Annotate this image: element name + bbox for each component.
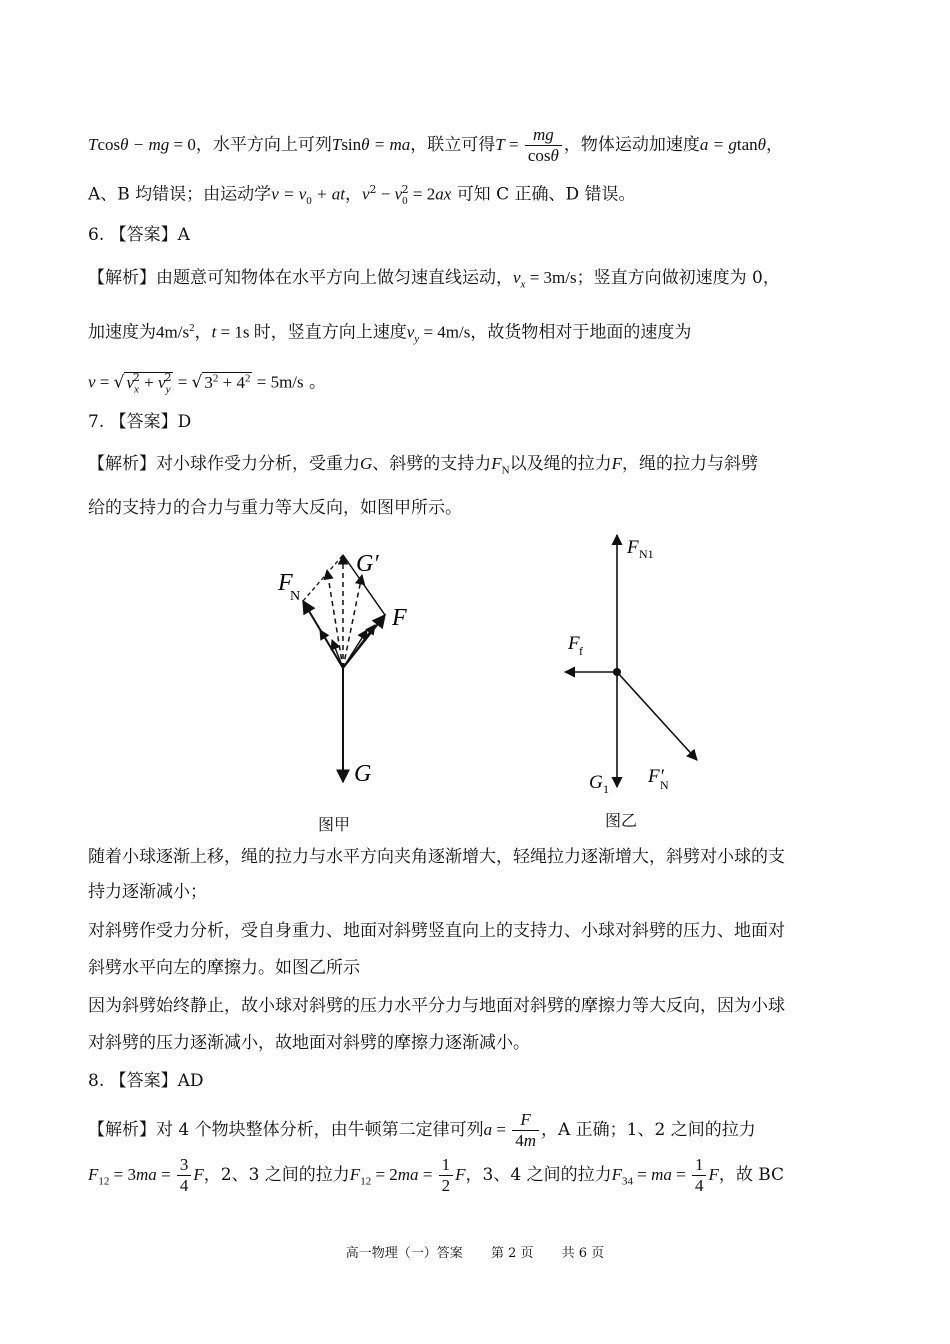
svg-text:G: G [354,761,372,787]
svg-text:F: F [568,633,580,654]
answer-8: 8. 【答案】AD [88,1071,204,1091]
svg-text:F: F [392,605,407,631]
paragraph-line-6: 斜劈水平向左的摩擦力。如图乙所示 [88,958,360,978]
page-footer [0,1242,950,1261]
q7-analysis-2: 给的支持力的合力与重力等大反向，如图甲所示。 [88,498,462,518]
answer-7: 7. 【答案】D [88,412,192,432]
paragraph-line-8: 对斜劈的压力逐渐减小，故地面对斜劈的摩擦力逐渐减小。 [88,1033,530,1053]
svg-text:G: G [589,772,603,793]
svg-text:N1: N1 [639,547,654,561]
svg-text:1: 1 [603,782,609,795]
q7-analysis-1: 【解析】对小球作受力分析，受重力G、斜劈的支持力$F_N$以及绳的拉力F，绳的拉力与斜劈 [88,454,759,477]
paragraph-line-4: 持力逐渐减小； [88,882,207,902]
svg-text:N: N [660,778,669,792]
center-point [613,668,621,676]
svg-text:F: F [627,537,639,558]
pressure-arrow [617,672,697,760]
q6-analysis-2: 加速度为$4m/s^2$，t = 1s 时，竖直方向上速度$v_y = 4m/s$，故货物相对于地面的速度为 [88,322,692,346]
q8-analysis-2: $F_{12} = 3ma$ = $\frac{3}{4}$ F，2、3 之间的拉力$F_{12} = 2ma$ = $\frac{1}{2}$ F，3、4 之间的拉力$F_{34}$ = ma = $\frac{1}{4}$ F，故 BC [88,1155,785,1195]
text-line-2: A、B 均错误；由运动学$v = v_0$ + at，$v^2 - v_0^2 = 2ax$ 可知 C 正确、D 错误。 [88,183,636,208]
q6-result: v = √ $v_x^2 + v_y^2$ = √ $3^2 + 4^2 = 5m/s$ 。 [88,371,327,396]
q8-analysis-1: 【解析】对 4 个物块整体分析，由牛顿第二定律可列a = $\frac{F}{4m}$ ，A 正确；1、2 之间的拉力 [88,1110,756,1150]
footer-page: 第 2 页 [490,1246,534,1261]
caption-fig-a: 图甲 [318,815,351,834]
svg-text:F′: F′ [648,766,664,787]
q6-analysis-1: 【解析】由题意可知物体在水平方向上做匀速直线运动，$v_x = 3m/s$；竖直方向做初速度为 0， [88,268,780,291]
force-diagram-b [555,525,735,795]
caption-fig-b: 图乙 [605,811,638,830]
footer-total: 共 6 页 [561,1246,605,1261]
svg-text:f: f [579,644,583,658]
equation-line-1: Tcosθ − mg = 0，水平方向上可列Tsinθ = ma，联立可得T = $\frac{mg}{\cos\theta}$ ，物体运动加速度a = gtanθ， [88,125,783,165]
svg-text:N: N [290,589,301,604]
svg-text:G′: G′ [356,551,379,577]
paragraph-line-5: 对斜劈作受力分析，受自身重力、地面对斜劈竖直向上的支持力、小球对斜劈的压力、地面对 [88,921,785,941]
paragraph-line-7: 因为斜劈始终静止，故小球对斜劈的压力水平分力与地面对斜劈的摩擦力等大反向，因为小球 [88,996,785,1016]
svg-text:F: F [278,570,293,596]
paragraph-line-3: 随着小球逐渐上移，绳的拉力与水平方向夹角逐渐增大，轻绳拉力逐渐增大，斜劈对小球的支 [88,847,785,867]
force-diagram-a [270,545,470,805]
footer-title: 高一物理（一）答案 [345,1246,463,1261]
answer-6: 6. 【答案】A [88,225,190,245]
